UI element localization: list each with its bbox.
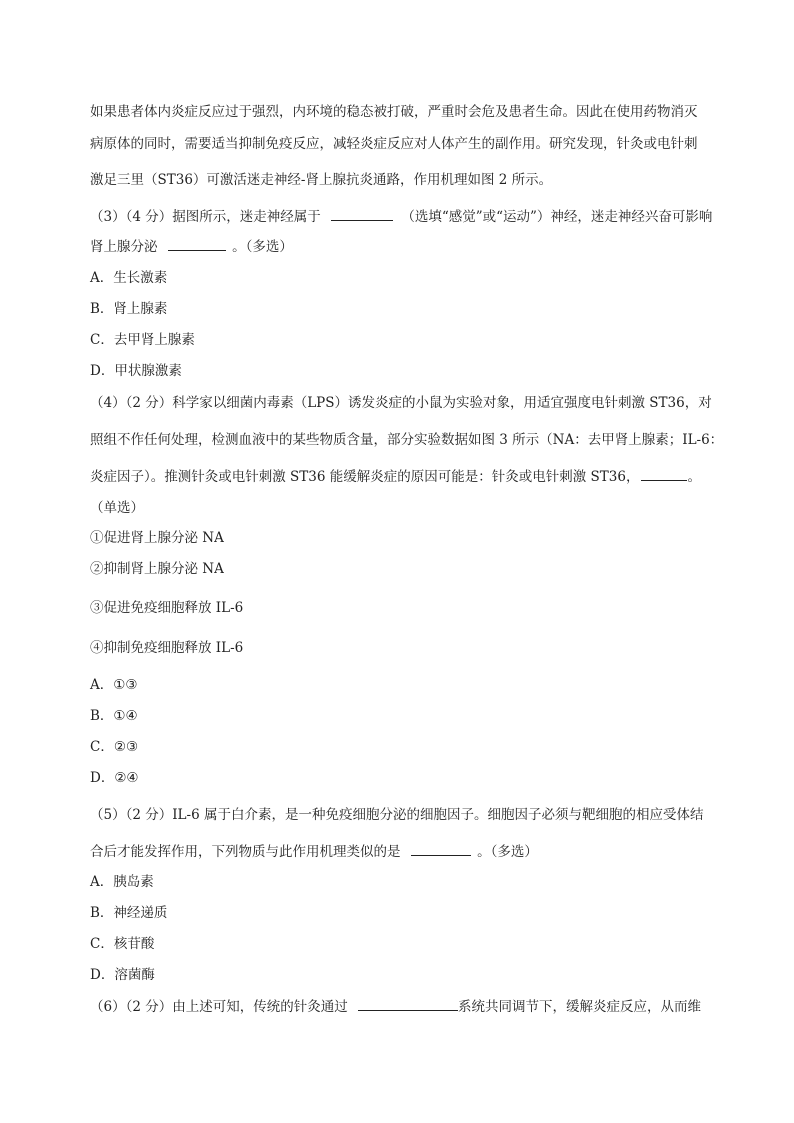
q6-stem-text-b: 系统共同调节下，缓解炎症反应，从而维 [458, 999, 702, 1015]
q3-stem-line-2 [90, 236, 293, 257]
q3-blank-2[interactable] [168, 236, 226, 251]
option-text: 神经递质 [113, 905, 168, 921]
option-text: 胰岛素 [113, 874, 154, 890]
q4-stem-line-2: 照组不作任何处理，检测血液中的某些物质含量，部分实验数据如图 3 所示（NA：去甲肾上腺素；IL-6： [90, 432, 724, 448]
q5-stem-text-b: 。（多选） [477, 844, 538, 860]
q4-stem-line-1: （4）（2 分）科学家以细菌内毒素（LPS）诱发炎症的小鼠为实验对象，用适宜强度电针刺激 ST36，对 [90, 395, 712, 411]
intro-line-1: 如果患者体内炎症反应过于强烈，内环境的稳态被打破，严重时会危及患者生命。因此在使用药物消灭 [90, 104, 698, 120]
q4-stem-text-a: 炎症因子）。推测针灸或电针刺激 ST36 能缓解炎症的原因可能是：针灸或电针刺激 ST36， [90, 469, 640, 485]
q5-option-d[interactable] [90, 965, 155, 985]
q6-stem-text-a: （6）（2 分）由上述可知，传统的针灸通过 [90, 999, 348, 1015]
q3-option-d[interactable] [90, 361, 182, 381]
option-text: 肾上腺素 [113, 301, 168, 317]
q4-option-c[interactable] [90, 737, 138, 757]
q6-stem-line-1 [90, 996, 701, 1017]
option-letter: A． [90, 874, 114, 890]
q5-option-b[interactable] [90, 903, 167, 923]
q3-option-c[interactable] [90, 330, 195, 350]
q6-blank[interactable] [358, 996, 458, 1011]
option-text: ①③ [113, 677, 138, 693]
option-letter: A． [90, 677, 114, 693]
q3-stem-line-1 [90, 206, 712, 227]
option-letter: D． [90, 363, 115, 379]
option-letter: B． [90, 905, 114, 921]
q4-option-d[interactable] [90, 768, 139, 788]
option-letter: C． [90, 739, 114, 755]
q5-option-c[interactable] [90, 934, 154, 954]
option-letter: B． [90, 301, 114, 317]
q4-blank[interactable] [641, 466, 687, 481]
option-text: ①④ [113, 708, 138, 724]
option-text: ②③ [113, 739, 139, 755]
q3-blank-1[interactable] [331, 206, 393, 221]
option-letter: D． [90, 770, 115, 786]
q3-stem-text-d: 。（多选） [232, 239, 293, 255]
q4-stem-line-4: （单选） [90, 500, 144, 516]
q3-stem-text-c: 肾上腺分泌 [90, 239, 158, 255]
q3-option-b[interactable] [90, 299, 167, 319]
intro-line-3: 激足三里（ST36）可激活迷走神经-肾上腺抗炎通路，作用机理如图 2 所示。 [90, 172, 553, 188]
q5-option-a[interactable] [90, 872, 154, 892]
document-page [90, 0, 724, 1123]
option-text: 去甲肾上腺素 [113, 332, 195, 348]
q3-option-a[interactable] [90, 268, 167, 288]
q5-stem-line-1: （5）（2 分）IL-6 属于白介素，是一种免疫细胞分泌的细胞因子。细胞因子必须与靶细胞的相应受体结 [90, 807, 704, 823]
option-text: 溶菌酶 [114, 967, 155, 983]
q5-stem-text-a: 合后才能发挥作用，下列物质与此作用机理类似的是 [90, 844, 401, 860]
q5-blank[interactable] [411, 841, 471, 856]
option-letter: C． [90, 936, 114, 952]
q3-stem-text-a: （3）（4 分）据图所示，迷走神经属于 [90, 209, 321, 225]
q4-statement-4: ④抑制免疫细胞释放 IL-6 [90, 640, 244, 656]
intro-line-2: 病原体的同时，需要适当抑制免疫反应，减轻炎症反应对人体产生的副作用。研究发现，针灸或电针刺 [90, 136, 698, 152]
q4-option-b[interactable] [90, 706, 138, 726]
option-text: 核苷酸 [113, 936, 155, 952]
q4-statement-3: ③促进免疫细胞释放 IL-6 [90, 600, 244, 616]
option-letter: C． [90, 332, 114, 348]
option-letter: A． [90, 270, 114, 286]
option-text: ②④ [114, 770, 139, 786]
option-text: 生长激素 [113, 270, 168, 286]
option-letter: D． [90, 967, 115, 983]
q4-statement-2: ②抑制肾上腺分泌 NA [90, 561, 224, 577]
option-letter: B． [90, 708, 114, 724]
q4-statement-1: ①促进肾上腺分泌 NA [90, 530, 224, 546]
option-text: 甲状腺激素 [114, 363, 182, 379]
q4-stem-line-3 [90, 466, 701, 487]
q4-stem-text-b: 。 [687, 469, 701, 485]
q4-option-a[interactable] [90, 675, 137, 695]
q3-stem-text-b: （选填“感觉”或“运动”）神经，迷走神经兴奋可影响 [401, 209, 713, 225]
q5-stem-line-2 [90, 841, 538, 862]
